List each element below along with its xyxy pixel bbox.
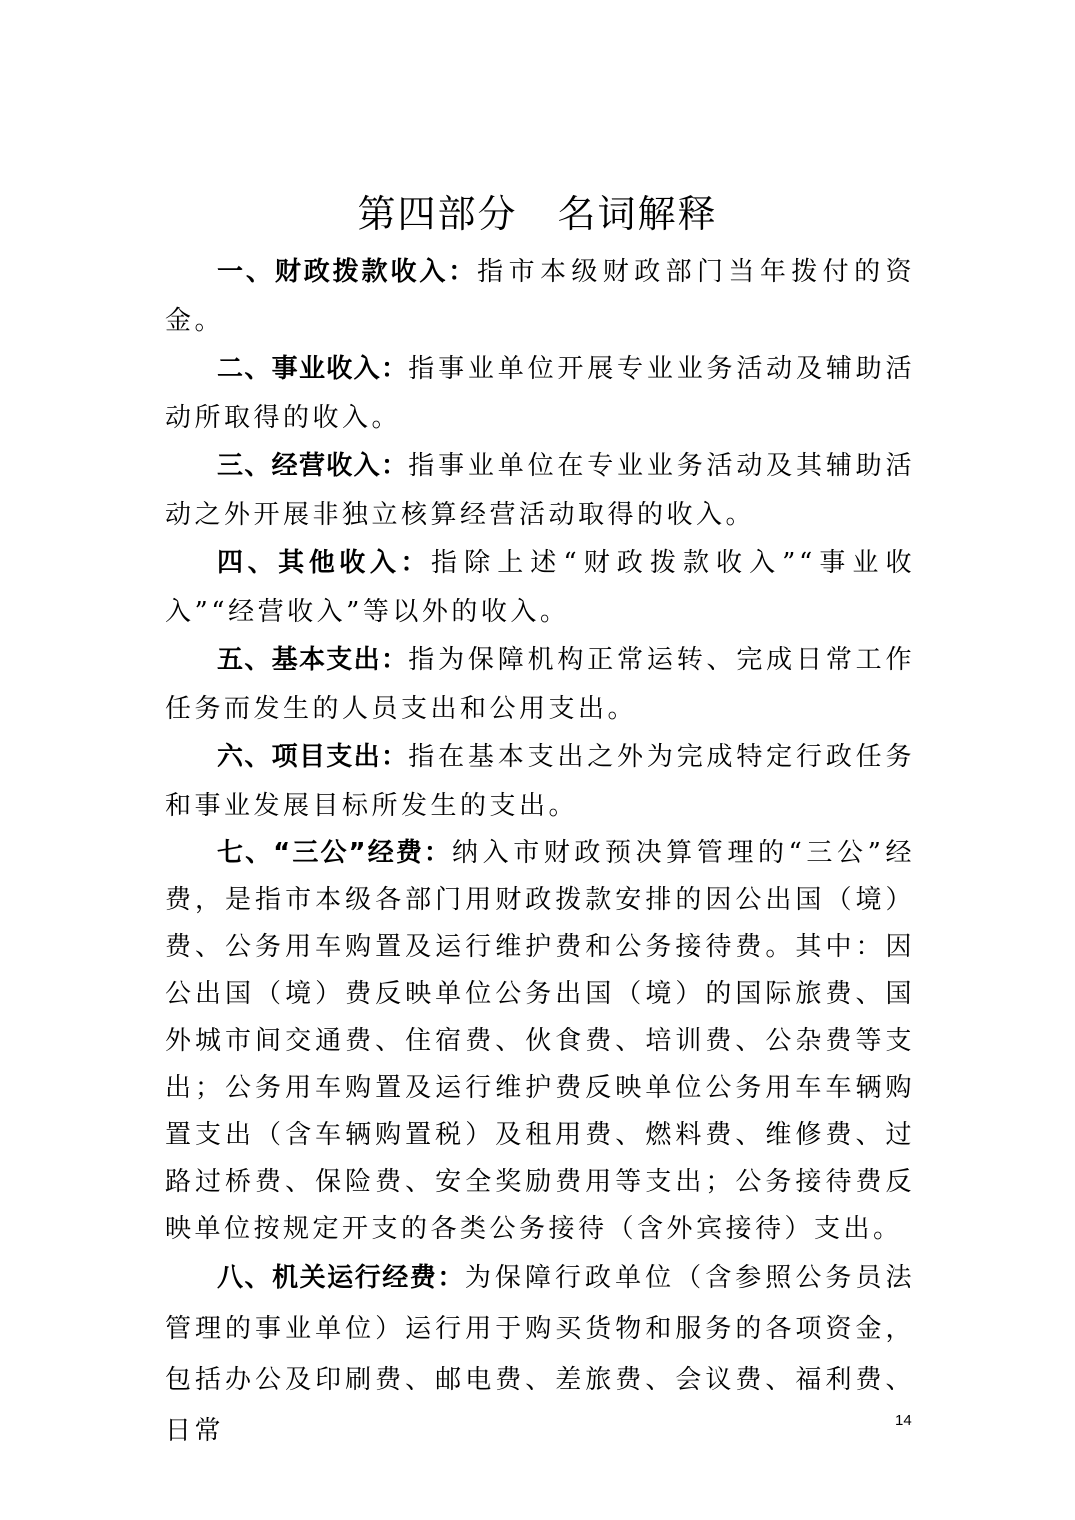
definition-text: 指在基本支出之外为完成特定行政任务和事业发展目标所发生的支出。	[165, 742, 915, 821]
page-number: 14	[895, 1412, 912, 1429]
definition-term: 四、其他收入：	[217, 548, 432, 578]
definition-basic-expenditure	[165, 636, 915, 733]
definition-text: 指事业单位在专业业务活动及其辅助活动之外开展非独立核算经营活动取得的收入。	[165, 451, 915, 530]
definition-text: 纳入市财政预决算管理的“三公”经费，是指市本级各部门用财政拨款安排的因公出国（境）费、公务用车购置及运行维护费和公务接待费。其中：因公出国（境）费反映单位公务出国（境）的国际旅费、国外城市间交通费、住宿费、伙食费、培训费、公杂费等支出；公务用车购置及运行维护费反映单位公务用车车辆购置支出（含车辆购置税）及租用费、燃料费、维修费、过路过桥费、保险费、安全奖励费用等支出；公务接待费反映单位按规定开支的各类公务接待（含外宾接待）支出。	[165, 838, 915, 1244]
definition-term: 五、基本支出：	[217, 645, 409, 675]
definition-term: 三、经营收入：	[217, 451, 409, 481]
definition-text: 指除上述“财政拨款收入”“事业收入”“经营收入”等以外的收入。	[165, 548, 915, 627]
definition-term: 一、财政拨款收入：	[217, 257, 478, 287]
definition-operating-income	[165, 442, 915, 539]
definitions-list	[165, 248, 915, 1457]
page-title	[0, 186, 1075, 242]
definition-financial-allocation-income	[165, 248, 915, 345]
definition-text: 为保障行政单位（含参照公务员法管理的事业单位）运行用于购买货物和服务的各项资金，包括办公及印刷费、邮电费、差旅费、会议费、福利费、日常	[165, 1263, 915, 1446]
definition-term: 七、“三公”经费：	[217, 838, 453, 868]
definition-organ-operating-expenses	[165, 1253, 915, 1457]
definition-business-income	[165, 345, 915, 442]
definition-project-expenditure	[165, 733, 915, 830]
title-name: 名词解释	[557, 192, 718, 236]
definition-text: 指事业单位开展专业业务活动及辅助活动所取得的收入。	[165, 354, 915, 433]
title-part: 第四部分	[357, 192, 518, 236]
definition-text: 指市本级财政部门当年拨付的资金。	[165, 257, 915, 336]
definition-term: 二、事业收入：	[217, 354, 409, 384]
definition-text: 指为保障机构正常运转、完成日常工作任务而发生的人员支出和公用支出。	[165, 645, 915, 724]
definition-term: 六、项目支出：	[217, 742, 409, 772]
definition-other-income	[165, 539, 915, 636]
definition-term: 八、机关运行经费：	[217, 1263, 465, 1293]
definition-three-public-expenses	[165, 830, 915, 1253]
